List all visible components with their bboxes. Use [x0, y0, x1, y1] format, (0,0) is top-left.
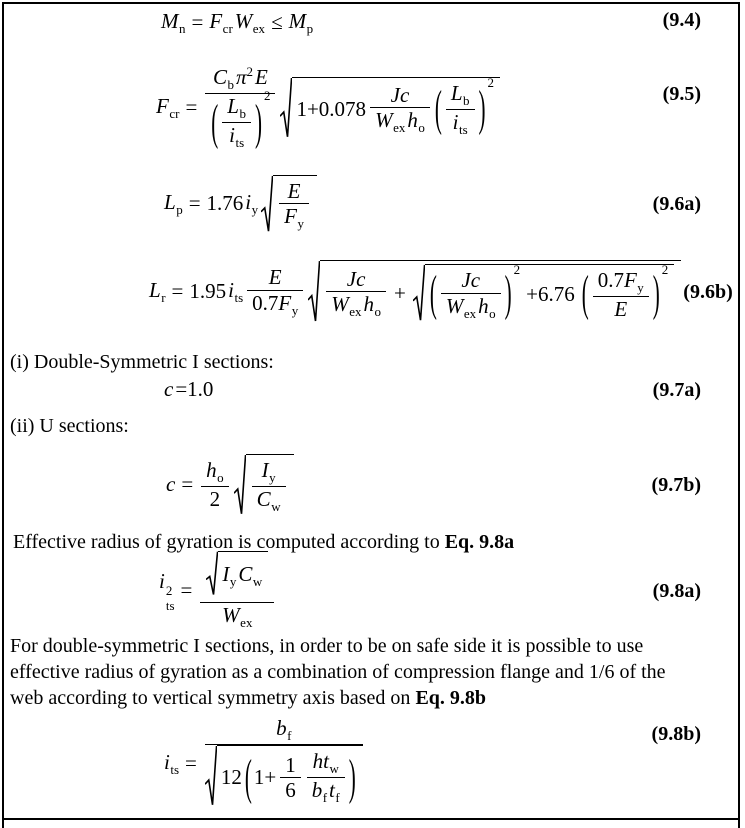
math-sub: w — [252, 573, 263, 589]
equation-number: (9.6a) — [652, 192, 701, 215]
equation-number: (9.6b) — [683, 280, 733, 303]
math-sub: b — [227, 77, 234, 93]
square-root — [206, 551, 268, 596]
paren-group — [581, 262, 669, 322]
radical-icon — [280, 77, 292, 139]
math-var: E — [614, 297, 628, 322]
math-sub: y — [297, 216, 304, 232]
math-operator: ≤ — [271, 10, 283, 35]
math-sub: ts — [170, 761, 180, 777]
denominator — [326, 291, 386, 320]
radicand — [320, 260, 681, 323]
numerator — [593, 268, 649, 296]
math-sub: r — [161, 289, 166, 305]
equation-body — [163, 716, 366, 812]
math-var: t — [329, 777, 335, 802]
math-var: Jc — [461, 268, 481, 293]
math-var: c — [164, 377, 174, 402]
math-sub: ts — [234, 289, 244, 305]
math-var: F — [623, 268, 637, 293]
math-token — [159, 570, 175, 612]
math-var: i — [229, 122, 235, 147]
math-sub: ex — [393, 120, 406, 136]
math-token — [363, 292, 382, 320]
math-var: F — [284, 204, 297, 229]
denominator — [446, 109, 475, 138]
math-sub: f — [335, 789, 340, 805]
paragraph-line: effective radius of gyration as a combination of compression flange and 1/6 of the — [10, 661, 666, 683]
math-sub: cr — [169, 105, 180, 121]
radical-icon — [413, 264, 425, 322]
math-sub: ex — [252, 20, 266, 36]
math-var: h — [478, 293, 489, 318]
square-root — [205, 745, 363, 807]
math-var: h — [363, 292, 374, 317]
denominator — [279, 203, 309, 232]
paren-group — [210, 88, 271, 151]
math-token — [209, 10, 232, 36]
math-token — [311, 777, 328, 805]
denominator — [201, 486, 229, 511]
numerator — [446, 81, 475, 109]
math-operator: = — [181, 472, 194, 497]
math-sub: ex — [240, 614, 253, 630]
fraction — [326, 267, 386, 320]
fraction — [446, 81, 475, 138]
math-operator: = — [191, 10, 204, 35]
math-token — [228, 279, 243, 305]
math-var: Jc — [346, 266, 366, 291]
math-number: 0.7 — [597, 268, 624, 293]
radical-icon — [205, 745, 217, 807]
math-token — [149, 279, 166, 305]
math-operator: + — [394, 280, 406, 305]
section-label-i: (i) Double-Symmetric I sections: — [10, 351, 274, 373]
math-number: 12 — [220, 765, 242, 790]
square-root — [280, 77, 500, 139]
fraction — [205, 716, 363, 812]
math-token — [206, 458, 224, 486]
section-label-ii: (ii) U sections: — [10, 415, 129, 437]
paren-group — [434, 75, 495, 138]
math-sup: 2 — [263, 88, 271, 104]
fraction — [370, 83, 430, 136]
fraction — [200, 551, 274, 630]
math-token — [407, 108, 425, 136]
math-var: F — [156, 93, 169, 118]
math-number: 2 — [209, 487, 221, 512]
math-sub: ts — [235, 134, 245, 150]
square-root — [234, 454, 294, 516]
denominator — [200, 602, 274, 631]
math-token: 1+0.078 — [296, 96, 367, 121]
equation-body — [158, 551, 277, 630]
equation-body — [163, 378, 214, 401]
fraction — [222, 94, 251, 151]
math-sub: ts — [165, 598, 175, 613]
equation-number: (9.5) — [662, 82, 701, 105]
radical-icon — [234, 454, 246, 516]
open-paren: ( — [429, 265, 437, 322]
line-text: Effective radius of gyration is computed according to — [13, 531, 445, 553]
math-token — [222, 562, 236, 590]
close-paren: ) — [254, 94, 262, 151]
math-var: W — [375, 108, 393, 133]
math-token: 1.95 — [189, 279, 227, 304]
math-var: L — [227, 94, 239, 119]
body-paragraph — [10, 633, 730, 711]
fraction — [205, 65, 275, 151]
equation-9-8a — [0, 558, 745, 630]
numerator — [280, 753, 301, 777]
math-sub: w — [271, 499, 281, 514]
math-var: C — [212, 65, 227, 90]
equation-body — [160, 10, 314, 36]
math-number: 1 — [285, 752, 296, 777]
math-token — [452, 110, 468, 137]
fraction — [280, 753, 301, 802]
numerator — [205, 716, 363, 744]
math-var: i — [159, 569, 165, 593]
math-var: M — [161, 8, 179, 33]
fraction — [441, 268, 501, 321]
denominator — [441, 293, 501, 322]
math-sub: o — [489, 305, 496, 321]
math-token — [276, 716, 292, 744]
numerator — [222, 94, 251, 122]
math-operator: = — [188, 191, 201, 216]
math-var: E — [254, 65, 268, 90]
equation-9-7a — [0, 376, 745, 404]
close-paren: ) — [348, 749, 356, 806]
math-token — [156, 95, 179, 121]
math-token — [164, 751, 179, 777]
fraction — [252, 458, 286, 515]
math-token — [450, 81, 470, 109]
math-token — [478, 293, 496, 321]
math-var: h — [407, 108, 418, 133]
math-var: Jc — [390, 82, 410, 107]
denominator — [593, 296, 649, 321]
fraction — [593, 268, 649, 321]
square-root — [413, 264, 674, 322]
math-sub: b — [463, 93, 470, 109]
math-token — [445, 293, 477, 321]
math-token — [331, 292, 362, 320]
math-token: 1.76 — [206, 191, 244, 216]
open-paren: ( — [581, 265, 589, 322]
numerator — [247, 265, 303, 289]
math-sub: ex — [463, 305, 477, 321]
fraction — [307, 749, 345, 806]
math-var: E — [287, 178, 301, 203]
math-token — [235, 10, 265, 36]
math-var: M — [288, 8, 307, 33]
math-var: b — [311, 777, 323, 802]
radicand — [273, 175, 317, 233]
math-sup: 2 — [487, 75, 495, 91]
math-operator: +6.76 — [526, 282, 575, 307]
math-token — [164, 191, 183, 217]
math-sub: y — [229, 573, 237, 589]
denominator — [370, 107, 430, 136]
equation-number: (9.4) — [662, 8, 701, 31]
math-var: F — [209, 8, 223, 33]
math-sub: ex — [349, 304, 362, 320]
math-sub: b — [239, 106, 246, 122]
math-sub: f — [287, 728, 292, 744]
equation-body — [163, 175, 319, 233]
radicand — [425, 264, 674, 322]
math-token — [375, 108, 406, 136]
equation-number: (9.8b) — [651, 722, 701, 745]
radicand — [292, 77, 500, 139]
math-token: =1.0 — [175, 377, 214, 402]
math-sub: y — [269, 470, 276, 486]
border-stub-left — [2, 820, 4, 828]
paren-content — [253, 749, 348, 806]
line-text: web according to vertical symmetry axis based on — [10, 687, 416, 709]
math-var: h — [206, 458, 217, 483]
math-sub: y — [291, 302, 299, 318]
math-token — [284, 204, 304, 232]
open-paren: ( — [434, 80, 442, 137]
math-var: C — [256, 487, 271, 511]
math-var: W — [331, 292, 349, 317]
math-var: L — [149, 277, 161, 302]
equation-body — [148, 260, 683, 323]
close-paren: ) — [478, 80, 486, 137]
math-sub: o — [374, 304, 381, 320]
denominator — [280, 777, 301, 802]
math-sub: f — [322, 789, 328, 805]
denominator — [307, 777, 345, 806]
numerator — [200, 551, 274, 601]
equation-9-5 — [0, 52, 745, 164]
math-var: I — [222, 561, 230, 586]
math-sup: 2 — [165, 583, 173, 598]
math-token — [256, 487, 281, 514]
math-var: π — [235, 65, 247, 90]
math-var: c — [166, 472, 176, 497]
denominator — [252, 486, 286, 515]
math-token — [261, 458, 276, 486]
math-sub: p — [176, 201, 183, 217]
radicand — [217, 745, 363, 807]
radical-icon — [308, 260, 320, 323]
math-operator: = — [171, 279, 184, 304]
math-var: W — [445, 293, 464, 318]
numerator — [441, 268, 501, 292]
equation-body — [155, 65, 502, 151]
math-sub: w — [329, 760, 339, 776]
equation-9-6a — [0, 168, 745, 240]
math-sub: o — [418, 120, 425, 136]
equation-9-4 — [0, 6, 745, 40]
denominator — [222, 122, 251, 151]
math-sub: y — [637, 280, 644, 296]
math-token — [597, 268, 644, 296]
math-token — [238, 562, 262, 590]
math-var: L — [450, 81, 463, 106]
numerator — [326, 267, 386, 291]
math-token — [236, 65, 253, 89]
math-var: i — [164, 749, 170, 774]
math-sub: ts — [459, 122, 468, 137]
radical-icon — [261, 175, 273, 233]
math-token — [329, 777, 340, 805]
math-token: 1+ — [253, 765, 277, 790]
fraction — [247, 265, 303, 318]
math-token — [161, 10, 186, 36]
equation-number: (9.7b) — [651, 473, 701, 496]
paren-group — [429, 262, 521, 322]
math-sub: o — [217, 470, 224, 486]
math-supsub — [166, 584, 175, 612]
denominator — [247, 290, 303, 319]
math-token — [252, 290, 299, 318]
numerator — [279, 179, 309, 203]
math-token — [312, 748, 339, 776]
math-var: i — [228, 277, 234, 302]
equation-number: (9.8a) — [652, 579, 701, 602]
math-number: 6 — [285, 777, 296, 802]
numerator — [307, 749, 345, 777]
equation-reference: Eq. 9.8b — [415, 687, 487, 709]
math-var: b — [276, 716, 287, 741]
math-token — [229, 122, 245, 150]
paren-group — [244, 749, 357, 806]
denominator — [205, 88, 275, 151]
numerator — [201, 458, 229, 486]
close-paren: ) — [504, 265, 512, 322]
math-number: 0.7 — [252, 290, 279, 315]
math-var: I — [261, 458, 269, 483]
border-stub-right — [738, 820, 740, 828]
math-sub: y — [251, 201, 259, 217]
math-sub: cr — [222, 20, 233, 36]
equation-9-8b — [0, 716, 745, 812]
radicand — [246, 454, 294, 516]
close-paren: ) — [652, 265, 660, 322]
math-sup: 2 — [246, 64, 253, 80]
math-token — [289, 10, 314, 36]
math-var: L — [164, 189, 176, 214]
fraction — [279, 179, 309, 232]
equation-9-6b — [0, 246, 745, 338]
radical-icon — [206, 551, 218, 596]
math-operator: = — [185, 751, 197, 776]
math-token — [245, 191, 258, 217]
math-var: W — [234, 8, 253, 33]
math-var: C — [238, 561, 253, 586]
math-var: i — [452, 110, 459, 134]
math-var: E — [268, 265, 282, 290]
math-var: ht — [312, 748, 329, 773]
math-token — [227, 94, 246, 122]
math-sub: n — [179, 20, 186, 36]
equation-9-7b — [0, 444, 745, 526]
math-token — [212, 65, 234, 93]
math-sup: 2 — [513, 262, 521, 278]
math-sub: p — [306, 20, 314, 36]
math-var: F — [278, 290, 292, 315]
open-paren: ( — [211, 94, 219, 151]
math-token — [222, 602, 253, 630]
radicand — [218, 551, 268, 596]
math-var: W — [222, 602, 240, 627]
paragraph-line: For double-symmetric I sections, in order to be on safe side it is possible to use — [10, 635, 644, 657]
square-root — [261, 175, 317, 233]
equation-number: (9.7a) — [652, 378, 701, 401]
math-operator: = — [185, 95, 198, 120]
fraction — [201, 458, 229, 511]
math-var: i — [245, 189, 252, 214]
square-root — [308, 260, 681, 323]
open-paren: ( — [244, 749, 252, 806]
numerator — [370, 83, 430, 107]
math-operator: = — [180, 578, 193, 603]
equation-body — [165, 454, 296, 516]
equation-reference: Eq. 9.8a — [444, 531, 515, 553]
numerator — [252, 458, 286, 486]
paragraph-line — [10, 685, 730, 711]
denominator — [205, 744, 363, 812]
math-sup: 2 — [661, 262, 669, 278]
